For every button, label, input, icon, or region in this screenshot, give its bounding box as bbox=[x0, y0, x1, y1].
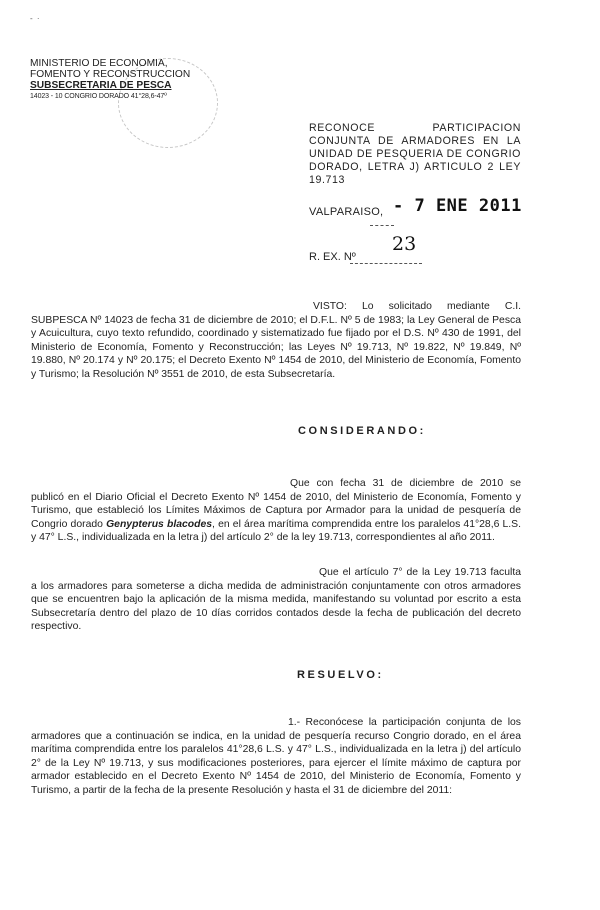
resolution-number: 23 bbox=[392, 233, 417, 255]
top-mark: - · bbox=[30, 14, 41, 23]
subsecretaria-name: SUBSECRETARIA DE PESCA bbox=[30, 80, 172, 91]
place-label: VALPARAISO, bbox=[309, 206, 384, 218]
date-underline bbox=[370, 225, 394, 226]
resuelvo-heading: RESUELVO: bbox=[297, 669, 384, 681]
ministry-header bbox=[30, 58, 210, 102]
considerando-1-text-a: Que con fecha 31 de diciembre de 2010 se publicó en el Diario Oficial el Decreto Exento Nº 1454 de 2010, del Ministerio de Economía, Fomento y Turismo, que estableció los Límites Máximos de Captura por Armador para la unidad de pesquería de Congrio dorado bbox=[31, 478, 521, 530]
considerando-paragraph-2: Que el artículo 7° de la Ley 19.713 faculta a los armadores para someterse a dicha medida de administración conjuntamente con otros armadores que se encuentren bajo la aplicación de la misma medida, manifestando su voluntad por escrito a esta Subsecretaría dentro del plazo de 10 días corridos contados desde la fecha de publicación del decreto respectivo. bbox=[31, 567, 521, 633]
considerando-heading: CONSIDERANDO: bbox=[298, 425, 426, 437]
considerando-1-text-b: , en el área marítima comprendida entre los paralelos 41°28,6 L.S. y 47° L.S., individualizada en la letra j) del artículo 2° de la ley 19.713, correspondientes al año 2011. bbox=[31, 518, 522, 544]
date-stamp: - 7 ENE 2011 bbox=[393, 196, 522, 216]
ministry-name: MINISTERIO DE ECONOMIA, bbox=[30, 58, 168, 69]
species-name: Genypterus blacodes bbox=[106, 518, 213, 530]
resolution-title: RECONOCE PARTICIPACION CONJUNTA DE ARMADORES EN LA UNIDAD DE PESQUERIA DE CONGRIO DORADO, LETRA J) ARTICULO 2 LEY 19.713 bbox=[309, 122, 521, 186]
considerando-paragraph-1 bbox=[31, 477, 521, 545]
resolution-number-line bbox=[350, 263, 422, 264]
ministry-name-2: FOMENTO Y RECONSTRUCCION bbox=[30, 69, 191, 80]
visto-paragraph: VISTO: Lo solicitado mediante C.I. SUBPESCA Nº 14023 de fecha 31 de diciembre de 2010; el D.F.L. Nº 5 de 1983; la Ley General de Pesca y Acuicultura, cuyo texto refundido, coordinado y sistematizado fue fijado por el D.S. Nº 430 de 1991, del Ministerio de Economía, Fomento y Reconstrucción; las Leyes Nº 19.713, Nº 19.822, Nº 19.849, Nº 19.880, Nº 20.174 y Nº 20.175; el Decreto Exento Nº 1454 de 2010, del Ministerio de Economía, Fomento y Turismo; la Resolución Nº 3551 de 2010, de esta Subsecretaría. bbox=[31, 301, 521, 380]
file-reference: 14023 - 10 CONGRIO DORADO 41°28,6-47º bbox=[30, 93, 167, 100]
resolution-number-label: R. EX. Nº bbox=[309, 251, 356, 263]
resuelvo-paragraph-1: 1.- Reconócese la participación conjunta de los armadores que a continuación se indica, en la unidad de pesquería recurso Congrio dorado, en el área marítima comprendida entre los paralelos 41°28,6 L.S. y 47° L.S., individualizada en la letra j) del artículo 2° de la Ley Nº 19.713, y sus modificaciones posteriores, para ejercer el límite máximo de captura por armador establecido en el Decreto Exento Nº 1454 de 2010, del Ministerio de Economía, Fomento y Turismo, a partir de la fecha de la presente Resolución y hasta el 31 de diciembre del 2011: bbox=[31, 717, 521, 796]
